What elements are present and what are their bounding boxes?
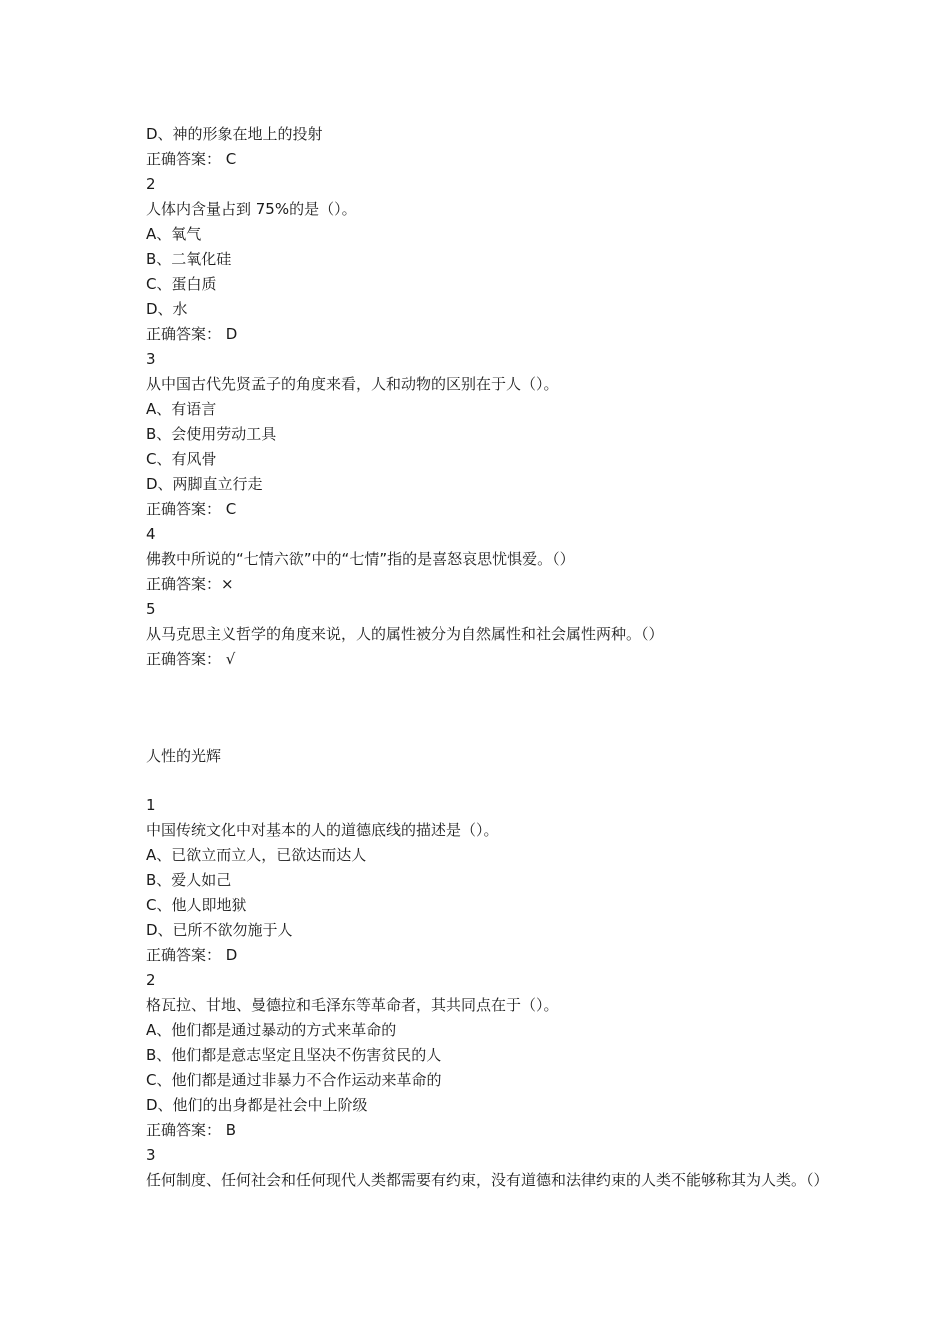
option-line: D、已所不欲勿施于人	[146, 921, 293, 939]
question-text: 格瓦拉、甘地、曼德拉和毛泽东等革命者，其共同点在于（）。	[146, 996, 559, 1014]
section-heading: 人性的光辉	[146, 747, 222, 765]
answer-line: 正确答案： C	[146, 150, 237, 168]
question-text: 人体内含量占到 75%的是（）。	[146, 200, 357, 218]
question-text: 从马克思主义哲学的角度来说，人的属性被分为自然属性和社会属性两种。（）	[146, 625, 664, 643]
option-line: D、水	[146, 300, 188, 318]
question-number: 3	[146, 350, 156, 368]
option-line: C、他人即地狱	[146, 896, 247, 914]
option-line: B、爱人如己	[146, 871, 232, 889]
question-number: 3	[146, 1146, 156, 1164]
option-line: B、二氧化硅	[146, 250, 232, 268]
section-1	[146, 122, 826, 672]
answer-line: 正确答案： √	[146, 650, 236, 668]
question-number: 2	[146, 175, 156, 193]
spacer	[146, 672, 826, 744]
answer-line: 正确答案： C	[146, 500, 237, 518]
option-line: B、他们都是意志坚定且坚决不伤害贫民的人	[146, 1046, 442, 1064]
document-page	[146, 122, 829, 1193]
text-line: D、神的形象在地上的投射	[146, 125, 323, 143]
answer-line: 正确答案： D	[146, 325, 238, 343]
option-line: A、他们都是通过暴动的方式来革命的	[146, 1021, 397, 1039]
option-line: D、他们的出身都是社会中上阶级	[146, 1096, 368, 1114]
answer-line: 正确答案：×	[146, 575, 234, 593]
option-line: C、他们都是通过非暴力不合作运动来革命的	[146, 1071, 442, 1089]
option-line: A、有语言	[146, 400, 217, 418]
question-number: 1	[146, 796, 156, 814]
option-line: A、氧气	[146, 225, 202, 243]
option-line: C、有风骨	[146, 450, 217, 468]
question-text: 中国传统文化中对基本的人的道德底线的描述是（）。	[146, 821, 499, 839]
option-line: C、蛋白质	[146, 275, 217, 293]
answer-line: 正确答案： B	[146, 1121, 237, 1139]
option-line: D、两脚直立行走	[146, 475, 263, 493]
question-text: 从中国古代先贤孟子的角度来看，人和动物的区别在于人（）。	[146, 375, 559, 393]
question-number: 5	[146, 600, 156, 618]
section-2	[146, 744, 829, 1193]
option-line: A、已欲立而立人，已欲达而达人	[146, 846, 367, 864]
option-line: B、会使用劳动工具	[146, 425, 277, 443]
answer-line: 正确答案： D	[146, 946, 238, 964]
spacer	[146, 769, 826, 793]
question-number: 4	[146, 525, 156, 543]
question-text-wrapped: 任何制度、任何社会和任何现代人类都需要有约束，没有道德和法律约束的人类不能够称其为人类。（）	[146, 1171, 829, 1189]
question-text: 佛教中所说的“七情六欲”中的“七情”指的是喜怒哀思忧惧爱。（）	[146, 550, 575, 568]
question-number: 2	[146, 971, 156, 989]
